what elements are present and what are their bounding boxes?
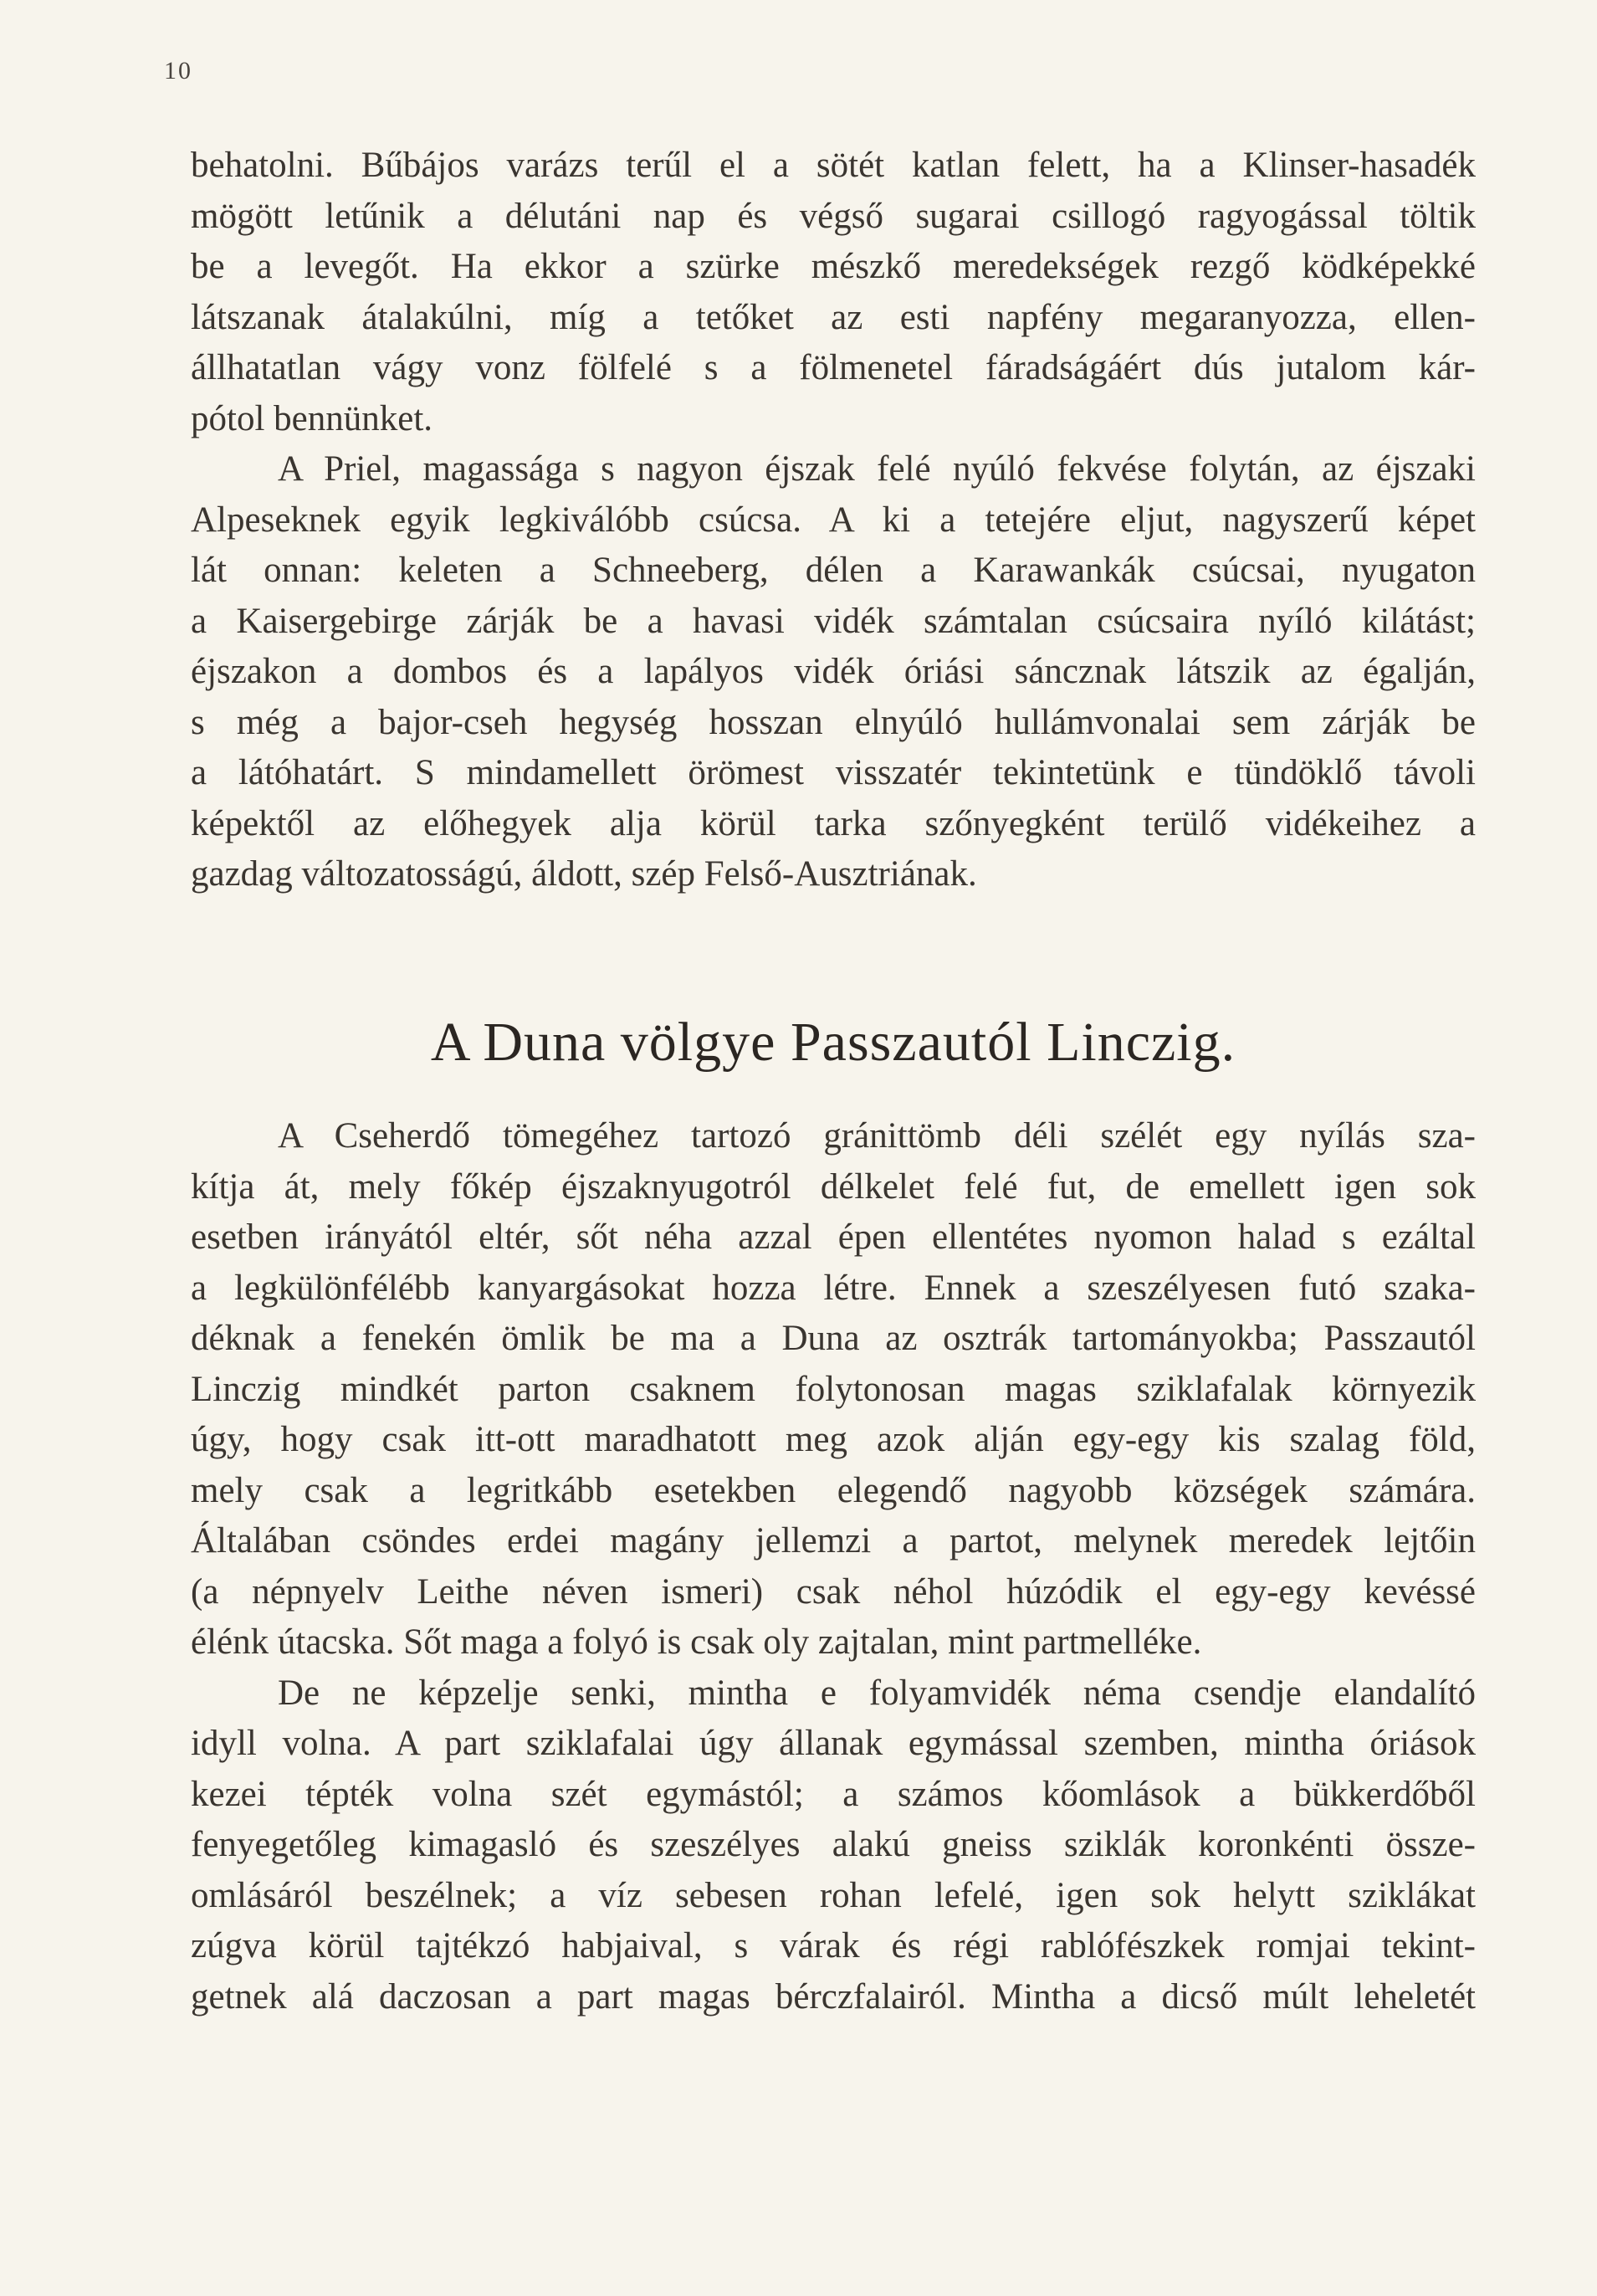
section-heading: A Duna völgye Passzautól Linczig. [430, 1012, 1236, 1073]
text-line: állhatatlan vágy vonz fölfelé s a fölmenetel fáradságáért dús jutalom kár- [191, 348, 1476, 387]
text-line: (a népnyelv Leithe néven ismeri) csak néhol húzódik el egy-egy kevéssé [191, 1571, 1476, 1612]
text-line: élénk útacska. Sőt maga a folyó is csak oly zajtalan, mint partmelléke. [191, 1622, 1202, 1662]
text-line: esetben irányától eltér, sőt néha azzal épen ellentétes nyomon halad s ezáltal [191, 1217, 1476, 1257]
text-line: a legkülönfélébb kanyargásokat hozza létre. Ennek a szeszélyesen futó szaka- [191, 1268, 1476, 1308]
text-line: Linczig mindkét parton csaknem folytonosan magas sziklafalak környezik [191, 1369, 1476, 1409]
text-line: fenyegetőleg kimagasló és szeszélyes alakú gneiss sziklák koronkénti össze- [191, 1825, 1476, 1864]
text-line: pótol bennünket. [191, 398, 433, 438]
text-line: s még a bajor-cseh hegység hosszan elnyúló hullámvonalai sem zárják be [191, 702, 1476, 742]
text-line: zúgva körül tajtékzó habjaival, s várak és régi rablófészkek romjai tekint- [191, 1926, 1476, 1965]
text-line: behatolni. Bűbájos varázs terűl el a sötét katlan felett, ha a Klinser-hasadék [191, 146, 1476, 185]
text-line: kezei tépték volna szét egymástól; a számos kőomlások a bükkerdőből [191, 1774, 1476, 1814]
text-line: gazdag változatosságú, áldott, szép Felső-Ausztriának. [191, 854, 977, 894]
text-line: mögött letűnik a délutáni nap és végső sugarai csillogó ragyogással töltik [191, 196, 1476, 236]
text-line: látszanak átalakúlni, míg a tetőket az esti napfény megaranyozza, ellen- [191, 297, 1476, 337]
text-line: déknak a fenekén ömlik be ma a Duna az osztrák tartományokba; Passzautól [191, 1319, 1476, 1358]
text-line: képektől az előhegyek alja körül tarka szőnyegként terülő vidékeihez a [191, 803, 1476, 843]
page-number: 10 [164, 57, 192, 85]
text-line: éjszakon a dombos és a lapályos vidék óriási sáncznak látszik az égalján, [191, 652, 1476, 691]
text-line: mely csak a legritkább esetekben elegendő nagyobb községek számára. [191, 1470, 1476, 1510]
text-line: A Cseherdő tömegéhez tartozó gránittömb déli szélét egy nyílás sza- [278, 1116, 1476, 1156]
text-line: be a levegőt. Ha ekkor a szürke mészkő meredekségek rezgő ködképekké [191, 247, 1476, 286]
text-line: kítja át, mely főkép éjszaknyugotról délkelet felé fut, de emellett igen sok [191, 1166, 1476, 1207]
text-line: Általában csöndes erdei magány jellemzi a partot, melynek meredek lejtőin [191, 1521, 1476, 1561]
text-line: úgy, hogy csak itt-ott maradhatott meg azok alján egy-egy kis szalag föld, [191, 1420, 1476, 1459]
text-block-duna [191, 1111, 1476, 2022]
text-line: getnek alá daczosan a part magas bérczfalairól. Mintha a dicső múlt leheletét [191, 1976, 1476, 2017]
text-line: lát onnan: keleten a Schneeberg, délen a Karawankák csúcsai, nyugaton [191, 551, 1476, 590]
text-line: De ne képzelje senki, mintha e folyamvidék néma csendje elandalító [278, 1673, 1476, 1713]
text-line: omlásáról beszélnek; a víz sebesen rohan lefelé, igen sok helytt sziklákat [191, 1875, 1476, 1915]
text-line: Alpeseknek egyik legkiválóbb csúcsa. A ki a tetejére eljut, nagyszerű képet [191, 500, 1476, 540]
text-block-priel [191, 141, 1476, 900]
text-line: idyll volna. A part sziklafalai úgy állanak egymással szemben, mintha óriások [191, 1724, 1476, 1763]
text-line: A Priel, magassága s nagyon éjszak felé nyúló fekvése folytán, az éjszaki [278, 449, 1476, 489]
text-line: a Kaisergebirge zárják be a havasi vidék számtalan csúcsaira nyíló kilátást; [191, 601, 1476, 641]
text-line: a látóhatárt. S mindamellett örömest visszatér tekintetünk e tündöklő távoli [191, 753, 1476, 792]
